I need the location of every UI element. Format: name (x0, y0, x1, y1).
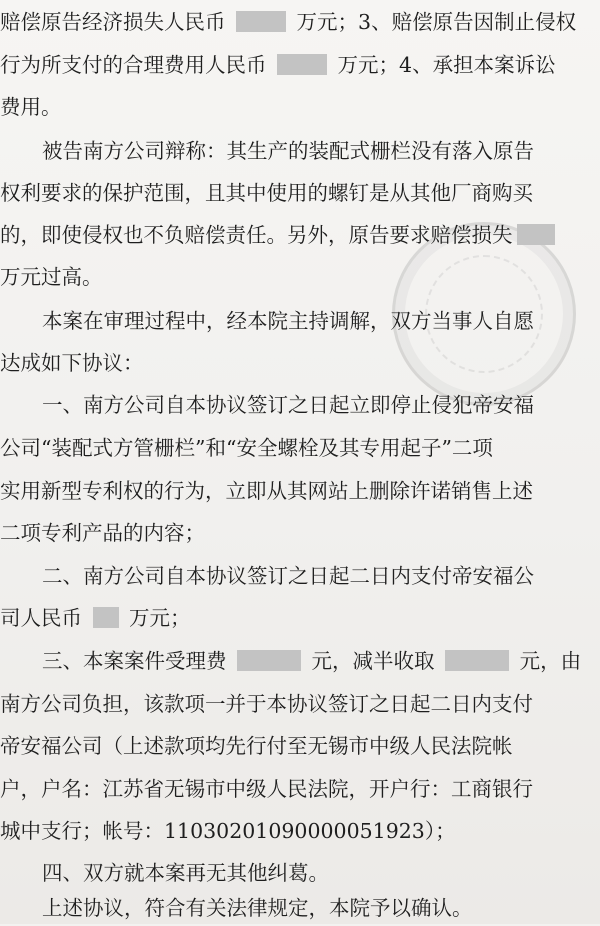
text-line-1: 赔偿原告经济损失人民币 万元；3、赔偿原告因制止侵权 (0, 10, 577, 34)
text-line-5: 权利要求的保护范围，且其中使用的螺钉是从其他厂商购买 (0, 181, 533, 205)
text-line-6: 的，即使侵权也不负赔偿责任。另外，原告要求赔偿损失 (0, 217, 600, 253)
text-line-4: 被告南方公司辩称：其生产的装配式栅栏没有落入原告 (42, 139, 534, 163)
text-line-14: 二、南方公司自本协议签订之日起二日内支付帝安福公 (42, 564, 534, 588)
text-line-11: 公司“装配式方管栅栏”和“安全螺栓及其专用起子”二项 (0, 436, 493, 460)
text-line-2: 行为所支付的合理费用人民币 万元；4、承担本案诉讼 (0, 53, 556, 77)
redaction-block (445, 650, 509, 671)
redaction-block (237, 650, 301, 671)
text-line-20: 城中支行；帐号：11030201090000051923）； (0, 819, 456, 843)
redaction-block (93, 607, 119, 628)
text-line-17: 南方公司负担，该款项一并于本协议签订之日起二日内支付 (0, 692, 533, 716)
redaction-block (517, 224, 555, 245)
text-line-15: 司人民币 万元； (0, 606, 191, 630)
redaction-block (236, 11, 286, 32)
text-line-3: 费用。 (0, 95, 62, 119)
text-line-16: 三、本案案件受理费 元，减半收取 元，由 (42, 649, 582, 673)
text-line-7: 万元过高。 (0, 265, 103, 289)
text-line-19: 户，户名：江苏省无锡市中级人民法院，开户行：工商银行 (0, 777, 533, 801)
text-line-8: 本案在审理过程中，经本院主持调解，双方当事人自愿 (42, 309, 534, 333)
text-line-21: 四、双方就本案再无其他纠葛。 (42, 861, 329, 885)
text-line-9: 达成如下协议： (0, 351, 144, 375)
text-line-22: 上述协议，符合有关法律规定，本院予以确认。 (42, 896, 473, 920)
text-line-18: 帝安福公司（上述款项均先行付至无锡市中级人民法院帐 (0, 734, 513, 758)
text-line-13: 二项专利产品的内容； (0, 521, 205, 545)
redaction-block (277, 54, 327, 75)
text-line-10: 一、南方公司自本协议签订之日起立即停止侵犯帝安福 (42, 393, 534, 417)
text-line-12: 实用新型专利权的行为，立即从其网站上删除许诺销售上述 (0, 479, 533, 503)
